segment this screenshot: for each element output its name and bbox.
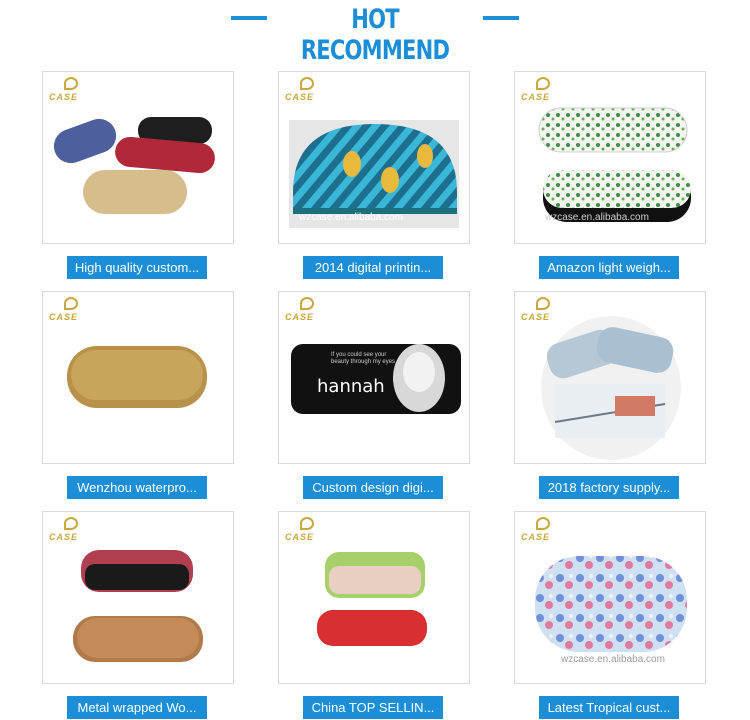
section-title: HOT RECOMMEND xyxy=(300,4,450,66)
product-image xyxy=(43,512,234,684)
brand-logo: CASE xyxy=(49,297,95,325)
brand-logo: CASE xyxy=(49,517,95,545)
product-title-button[interactable]: Metal wrapped Wo... xyxy=(67,696,207,719)
brand-logo: CASE xyxy=(521,77,567,105)
watermark: wzcase.en.alibaba.com xyxy=(561,654,665,665)
section-header xyxy=(0,0,750,66)
brand-logo: CASE xyxy=(521,297,567,325)
product-image xyxy=(43,72,234,244)
header-right-rule xyxy=(483,16,519,20)
header-left-rule xyxy=(231,16,267,20)
product-brand-text: hannah xyxy=(317,376,385,397)
product-image xyxy=(515,292,706,464)
product-image-link[interactable] xyxy=(42,71,234,244)
product-image xyxy=(43,292,234,464)
product-title-button[interactable]: 2018 factory supply... xyxy=(539,476,679,499)
brand-logo: CASE xyxy=(49,77,95,105)
product-image-link[interactable] xyxy=(42,291,234,464)
product-tagline: If you could see your beauty through my eyes xyxy=(331,352,396,365)
brand-logo: CASE xyxy=(285,517,331,545)
product-image-link[interactable] xyxy=(278,511,470,684)
product-title-button[interactable]: Latest Tropical cust... xyxy=(539,696,679,719)
product-image-link[interactable] xyxy=(514,511,706,684)
product-image-link[interactable] xyxy=(278,291,470,464)
product-image-link[interactable] xyxy=(514,291,706,464)
product-title-button[interactable]: 2014 digital printin... xyxy=(303,256,443,279)
watermark: wzcase.en.alibaba.com xyxy=(299,212,403,223)
product-image-link[interactable] xyxy=(514,71,706,244)
brand-logo: CASE xyxy=(285,77,331,105)
brand-logo: CASE xyxy=(285,297,331,325)
product-title-button[interactable]: Custom design digi... xyxy=(303,476,443,499)
product-title-button[interactable]: Wenzhou waterpro... xyxy=(67,476,207,499)
product-title-button[interactable]: China TOP SELLIN... xyxy=(303,696,443,719)
product-image-link[interactable] xyxy=(42,511,234,684)
product-image xyxy=(279,512,470,684)
product-title-button[interactable]: Amazon light weigh... xyxy=(539,256,679,279)
product-title-button[interactable]: High quality custom... xyxy=(67,256,207,279)
watermark: wzcase.en.alibaba.com xyxy=(545,212,649,223)
product-image-link[interactable] xyxy=(278,71,470,244)
brand-logo: CASE xyxy=(521,517,567,545)
